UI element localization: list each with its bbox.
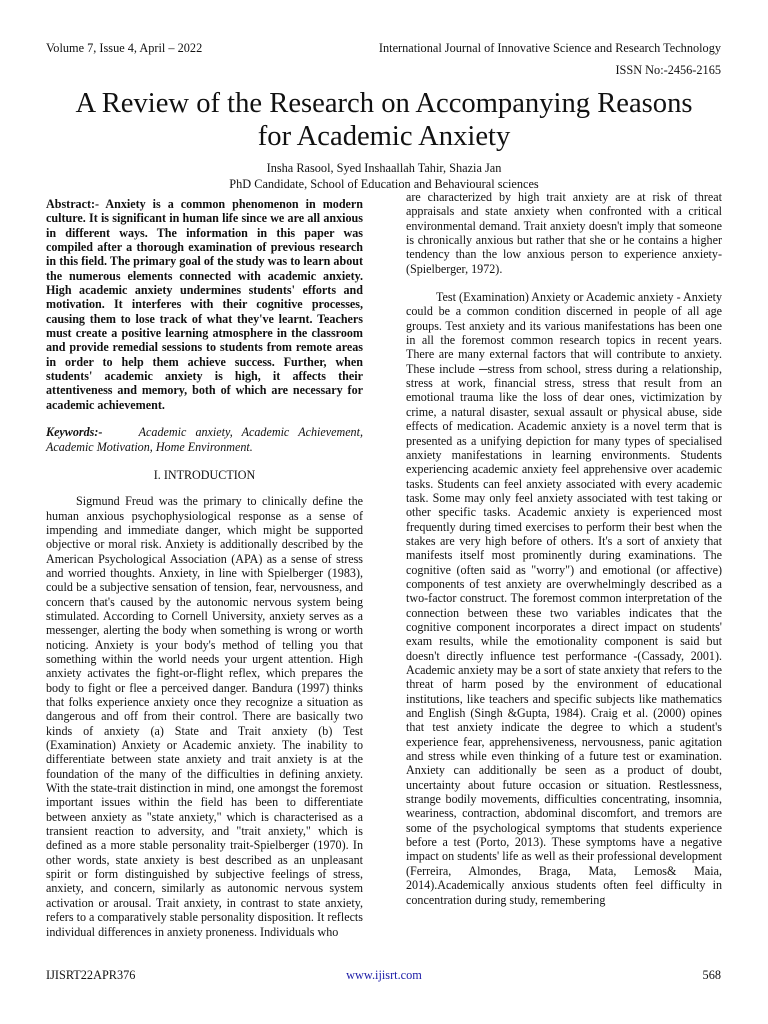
paper-id: IJISRT22APR376	[46, 968, 136, 982]
issn: ISSN No:-2456-2165	[615, 63, 721, 77]
journal-website-link[interactable]: www.ijisrt.com	[346, 968, 422, 982]
keywords	[46, 425, 363, 454]
body-paragraph: are characterized by high trait anxiety are at risk of threat appraisals and state anxiety when confronted with a critical environmental demand. Trait anxiety doesn't imply that someone is chronically anxious but rather that she or he contains a higher tendency than the low anxious person to experience anxiety-(Spielberger, 1972).	[406, 190, 722, 276]
abstract-label: Abstract:-	[46, 197, 100, 211]
authors: Insha Rasool, Syed Inshaallah Tahir, Shazia Jan	[266, 161, 502, 175]
abstract-text: Anxiety is a common phenomenon in modern culture. It is significant in human life since we are all anxious in different ways. The information in this paper was compiled after a thorough examination of previous research in this field. The primary goal of the study was to learn about the numerous elements connected with academic anxiety. High academic anxiety undermines students' efforts and motivation. It interferes with their cognitive processes, causing them to lose track of what they've learnt. Teachers must create a positive learning atmosphere in the classroom and provide remedial sessions to students from remote areas in order to help them achieve success. Further, when students' academic anxiety is high, it affects their attentiveness and memory, both of which are necessary for academic achievement.	[46, 197, 364, 412]
paper-title: A Review of the Research on Accompanying Reasons for Academic Anxiety	[75, 88, 693, 152]
section-heading: I. INTRODUCTION	[153, 467, 256, 482]
page-number: 568	[702, 968, 721, 982]
abstract	[46, 197, 363, 412]
left-column	[46, 197, 363, 939]
body-paragraph: Test (Examination) Anxiety or Academic anxiety - Anxiety could be a common condition discerned in people of all age groups. Test anxiety and its various manifestations has been one in all the foremost common research topics in recent years. There are many external factors that will contribute to anxiety. These include ─stress from school, stress during a relationship, stress at work, financial stress, stress that result from an emotional trauma like the loss of dear ones, victimization by crime, a natural disaster, sexual assault or physical abuse, side effects of medication. Academic anxiety is a novel term that is presented as a unifying depiction for many types of specialised anxiety manifestations in learning environments. Students experiencing academic anxiety feel apprehensive over academic tasks. Students can feel anxiety associated with every academic task. Some may only feel anxiety associated with test taking or other specific tasks. Academic anxiety is experienced most frequently during timed exercises to perform their best when the stakes are very high before of others. It's a sort of anxiety that manifests itself most prominently during examinations. The cognitive (often said as "worry") and emotional (or affective) components of test anxiety are overwhelmingly described as a two-factor construct. The foremost common interpretation of the connection between these two variables indicates that the cognitive component incorporates a direct impact on students' exam results, while the emotionality component is said but doesn't directly influence test performance -(Cassady, 2001). Academic anxiety may be a sort of state anxiety that refers to the threat of harm posed by the environment of educational institutions, like teachers and specific subjects like mathematics and English (Singh &Gupta, 1984). Craig et al. (2000) opines that test anxiety indicate the degree to which a student's experience fear, apprehensiveness, nervousness, panic agitation and stress while even thinking of a future test or examination. Anxiety can additionally be seen as a product of doubt, uncertainty about future occasion or situation. Restlessness, strange bodily movements, difficulties concentrating, insomnia, weariness, contraction, abdominal discomfort, and tremors are some of the psychological symptoms that students experience before a test (Porto, 2013). These symptoms have a negative impact on students' life as well as their professional development (Ferreira, Almondes, Braga, Mata, Lemos& Maia, 2014).Academically anxious students often feel difficulty in concentration during study, remembering	[406, 290, 722, 907]
journal-name: International Journal of Innovative Science and Research Technology	[378, 41, 721, 55]
author-block	[0, 161, 768, 192]
keywords-label: Keywords:-	[46, 425, 103, 440]
volume-issue: Volume 7, Issue 4, April – 2022	[46, 41, 203, 55]
right-column	[406, 190, 722, 907]
body-paragraph: Sigmund Freud was the primary to clinically define the human anxious psychophysiological response as a sense of impending and immediate danger, which might be supported objective or moral risk. Anxiety is additionally described by the American Psychological Association (APA) as a sense of stress and worried thoughts. Anxiety, in line with Spielberger (1983), could be a subjective sensation of tension, fear, nervousness, and concern that's caused by the autonomic nervous system being stimulated. According to Cornell University, anxiety serves as a messenger, alerting the body when something is wrong or worth noticing. Anxiety is your body's method of telling you that something within the world needs your urgent attention. High anxiety activates the fight-or-flight reflex, which prepares the body to fight or flee a perceived danger. Bandura (1997) thinks that folks experience anxiety once they recognize a situation as dangerous and off from their control. There are basically two kinds of anxiety (a) State and Trait anxiety (b) Test (Examination) Anxiety or Academic anxiety. The inability to differentiate between state anxiety and trait anxiety is at the foundation of the many of the difficulties in defining anxiety. With the state-trait distinction in mind, one amongst the foremost important issues within the field has been to differentiate between anxiety as "state anxiety," which is characterised as a transient reaction to adversity, and "trait anxiety," which is defined as a more stable personality trait-Spielberger (1970). In other words, state anxiety is best described as an unpleasant spirit or form distinguished by subjective feelings of stress, anxiety, and concern, similarly as autonomic nervous system activation or arousal. Trait anxiety, in contrast to state anxiety, refers to a comparatively stable personality disposition. It reflects individual differences in anxiety proneness. Individuals who	[46, 494, 363, 939]
keywords-text: Academic anxiety, Academic Achievement, Academic Motivation, Home Environment.	[46, 425, 363, 454]
affiliation: PhD Candidate, School of Education and Behavioural sciences	[229, 176, 539, 191]
